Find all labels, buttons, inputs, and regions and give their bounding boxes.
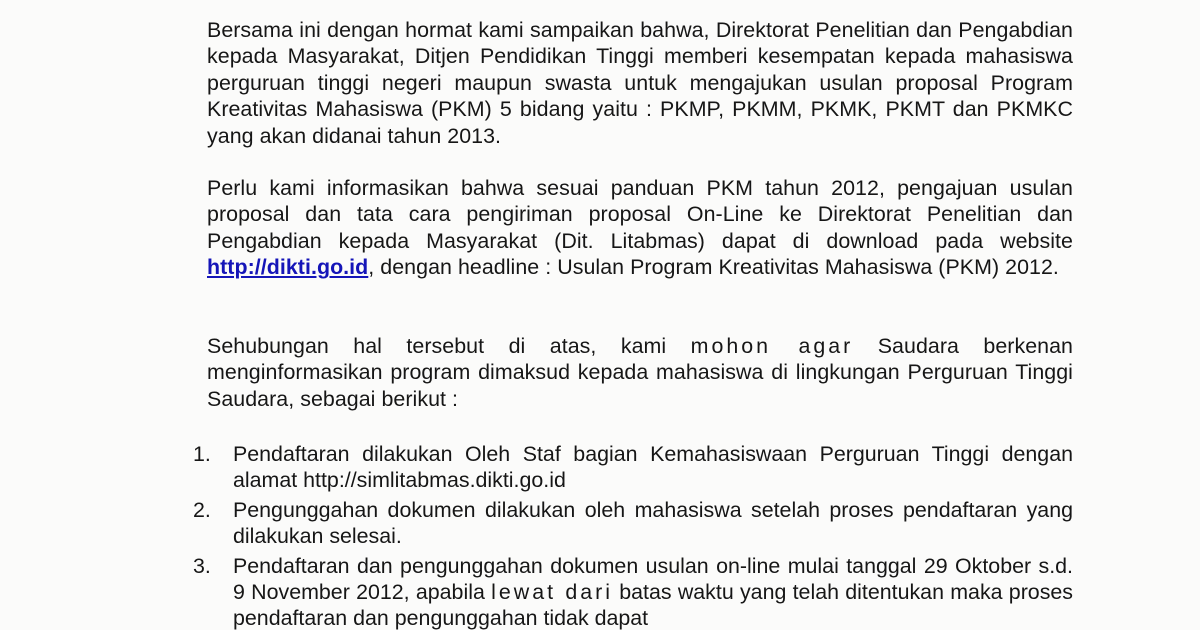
paragraph-request-spaced-text: mohon agar — [690, 334, 854, 358]
list-item-spaced-text: lewat dari — [491, 580, 613, 605]
list-item-number: 2. — [193, 497, 211, 522]
list-item — [193, 553, 1073, 630]
list-item — [193, 497, 1073, 550]
paragraph-request-text-a: Sehubungan hal tersebut di atas, kami — [207, 334, 691, 358]
paragraph-request — [207, 333, 1073, 412]
procedure-list — [193, 441, 1073, 630]
list-item-number: 1. — [193, 442, 211, 466]
paragraph-guideline-text: Perlu kami informasikan bahwa sesuai panduan PKM tahun 2012, pengajuan usulan proposal dan tata cara pengiriman proposal On-Line ke Direktorat Penelitian dan Pengabdian kepada Masyarakat (Dit. Litabmas) dapat di download pada website — [207, 176, 1073, 253]
list-item — [193, 441, 1073, 494]
paragraph-guideline-headline: , dengan headline : Usulan Program Kreativitas Mahasiswa (PKM) 2012. — [368, 255, 1059, 280]
list-item-text: Pengunggahan dokumen dilakukan oleh mahasiswa setelah proses pendaftaran yang dilakukan selesai. — [233, 497, 1073, 549]
list-item-text: Pendaftaran dilakukan Oleh Staf bagian Kemahasiswaan Perguruan Tinggi dengan alamat http://simlitabmas.dikti.go.id — [233, 442, 1073, 493]
dikti-website-link[interactable]: http://dikti.go.id — [207, 255, 369, 280]
list-item-text-a: Pendaftaran dan pengunggahan dokumen usulan on-line mulai tanggal 29 Oktober s.d. 9 November 2012, apabila — [233, 553, 1073, 605]
list-item-number: 3. — [193, 553, 211, 578]
list-item-text-b: batas waktu yang telah ditentukan maka proses pendaftaran dan pengunggahan tidak dapat — [233, 580, 1073, 630]
paragraph-guideline-info — [207, 175, 1073, 281]
paragraph-invitation: Bersama ini dengan hormat kami sampaikan bahwa, Direktorat Penelitian dan Pengabdian kepada Masyarakat, Ditjen Pendidikan Tinggi memberi kesempatan kepada mahasiswa perguruan tinggi negeri maupun swasta untuk mengajukan usulan proposal Program Kreativitas Mahasiswa (PKM) 5 bidang yaitu : PKMP, PKMM, PKMK, PKMT dan PKMKC yang akan didanai tahun 2013. — [207, 18, 1073, 148]
paragraph-request-text-b: Saudara berkenan menginformasikan program dimaksud kepada mahasiswa di lingkungan Perguruan Tinggi Saudara, sebagai berikut : — [207, 334, 1073, 411]
